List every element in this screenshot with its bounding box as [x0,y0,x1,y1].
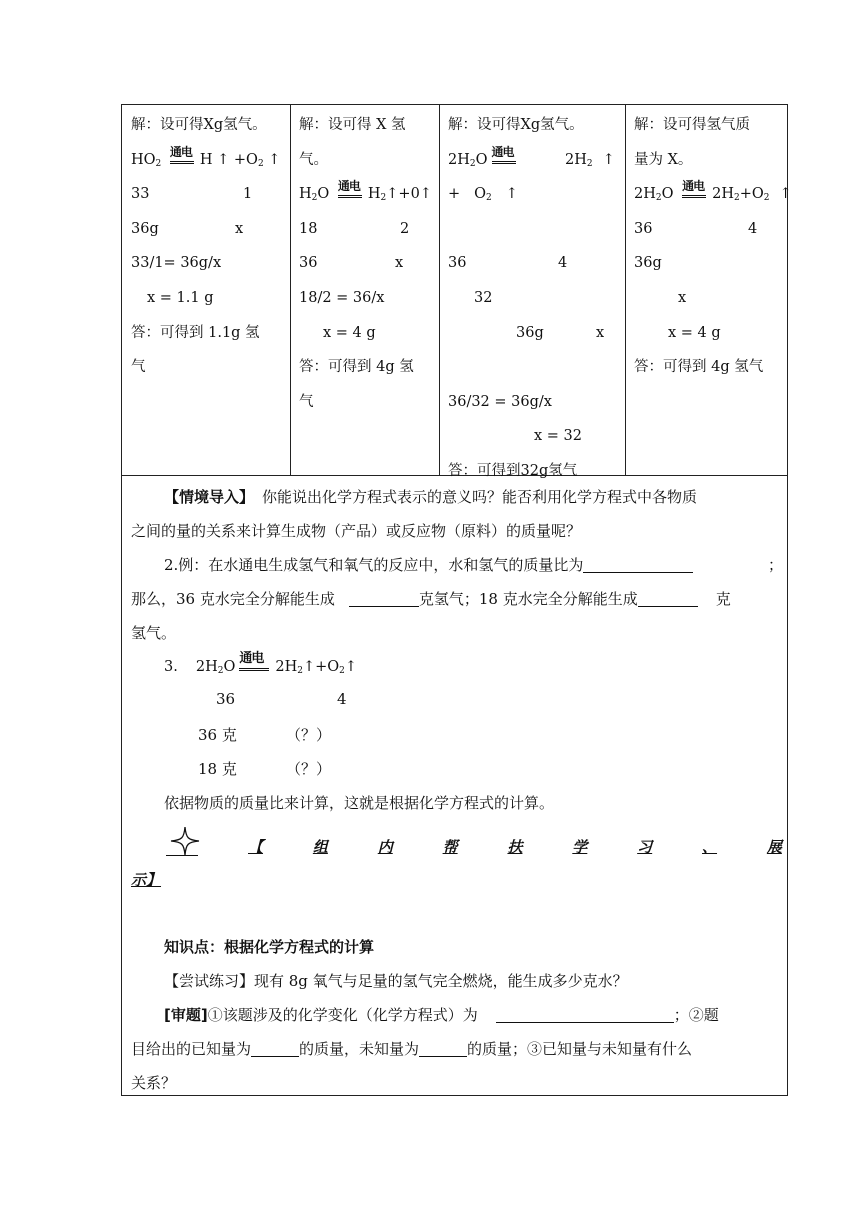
knowledge-heading: 知识点：根据化学方程式的计算 [164,938,375,956]
col2-equation: $H_2O$ 通电 $H_2↑+0↑$ [299,179,432,204]
four-point-star-icon [170,826,200,856]
solution-col-2: 解：设可得 X 氢 气。 $H_2O$ 通电 $H_2↑+0↑$ 18 2 36 x 18/2 = 36/x x = 4 g 答：可得到 4g 氢 气 [299,117,432,410]
column-divider [439,104,440,475]
intro-tag: 【情境导入】 [164,488,255,506]
solution-col-1: 解：设可得Xg氢气。 $HO_2$ 通电 H ↑ $+O_2$ ↑ 33 1 36g x 33/1= 36g/x x = 1.1 g 答：可得到 1.1g 氢 气 [131,108,280,385]
col3-equation: $2H_2O$ 通电 $2H_2$ ↑ [448,144,615,169]
solution-col-4: 解：设可得氢气质 量为 X。 $2H_2O$ 通电 $2H_2+O_2$ ↑ 36 4 36g x x = 4 g 答：可得到 4g 氢气 [634,117,792,376]
electrolysis-condition-mark: 通电 [338,183,364,199]
col1-line: 解：设可得Xg氢气。 [131,117,267,133]
col1-equation: $HO_2$ 通电 H ↑ $+O_2$ ↑ [131,144,281,169]
hydrogen-mass-blank-1[interactable] [349,590,419,607]
mass-ratio-blank[interactable] [583,556,693,573]
example-equation: 3. $2H_2O$ 通电 $2H_2↑+O_2↑$ [164,651,358,676]
column-divider [290,104,291,475]
unknown-quantity-blank[interactable] [419,1040,467,1057]
column-divider [625,104,626,475]
electrolysis-condition-mark: 通电 [682,183,708,199]
electrolysis-condition-mark: 通电 [492,149,518,165]
equation-blank[interactable] [496,1006,674,1023]
hydrogen-mass-blank-2[interactable] [638,590,698,607]
electrolysis-condition-mark: 通电 [239,656,271,672]
solution-col-3: 解：设可得Xg氢气。 $2H_2O$ 通电 $2H_2$ ↑ + $O_2$ ↑ 36 4 32 36g x 36/32 = 36g/x x = 32 答：可得到32g氢气 [448,117,615,479]
col4-equation: $2H_2O$ 通电 $2H_2+O_2$ ↑ [634,179,792,204]
known-quantity-blank[interactable] [251,1040,299,1057]
electrolysis-condition-mark: 通电 [170,149,196,165]
